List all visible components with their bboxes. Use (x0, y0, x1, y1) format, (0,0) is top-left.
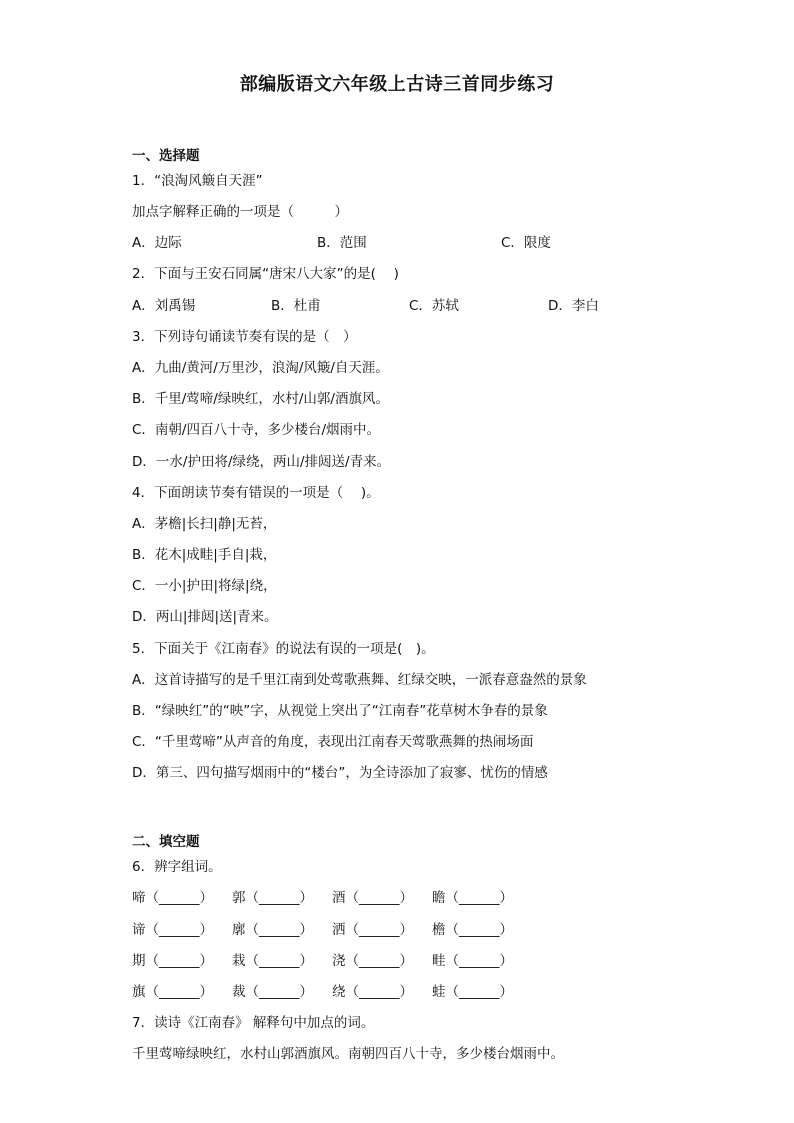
question-4-stem: 4．下面朗读节奏有错误的一项是（ )。 (132, 485, 380, 501)
question-4-option-c: C．一小|护田|将绿|绕， (132, 578, 277, 594)
question-5-option-b: B．“绿映红”的“映”字，从视觉上突出了“江南春”花草树木争春的景象 (132, 703, 548, 719)
question-2-stem: 2．下面与王安石同属“唐宋八大家”的是( ) (132, 266, 399, 282)
question-1-option-c: C．限度 (501, 235, 551, 251)
question-5-option-a: A．这首诗描写的是千里江南到处莺歌燕舞、红绿交映，一派春意盎然的景象 (132, 672, 587, 688)
question-3-stem: 3．下列诗句诵读节奏有误的是（ ） (132, 329, 357, 345)
section-heading-choice: 一、选择题 (132, 148, 200, 164)
word-item: 旗（______） (132, 984, 213, 1000)
question-7-stem: 7．读诗《江南春》 解释句中加点的词。 (132, 1015, 375, 1031)
question-2-option-b: B．杜甫 (271, 298, 321, 314)
word-item: 酒（______） (332, 890, 413, 906)
question-7-poem: 千里莺啼绿映红，水村山郭酒旗风。南朝四百八十寺，多少楼台烟雨中。 (132, 1046, 564, 1062)
word-item: 浇（______） (332, 953, 413, 969)
word-item: 谛（______） (132, 922, 213, 938)
question-1-option-b: B．范围 (317, 235, 367, 251)
page-title: 部编版语文六年级上古诗三首同步练习 (239, 74, 555, 95)
question-4-option-b: B．花木|成畦|手自|栽， (132, 547, 277, 563)
question-3-option-b: B．千里/莺啼/绿映红，水村/山郭/酒旗风。 (132, 391, 389, 407)
word-item: 廓（______） (232, 922, 313, 938)
question-1-stem: 1．“浪淘风簸自天涯” (132, 173, 263, 189)
word-item: 畦（______） (432, 953, 513, 969)
word-item: 期（______） (132, 953, 213, 969)
word-item: 绕（______） (332, 984, 413, 1000)
question-3-option-d: D．一水/护田将/绿绕，两山/排闼送/青来。 (132, 454, 391, 470)
word-item: 裁（______） (232, 984, 313, 1000)
question-5-option-c: C．“千里莺啼”从声音的角度，表现出江南春天莺歌燕舞的热闹场面 (132, 734, 534, 750)
question-5-option-d: D．第三、四句描写烟雨中的“楼台”，为全诗添加了寂寥、忧伤的情感 (132, 765, 548, 781)
question-4-option-a: A．茅檐|长扫|静|无苔， (132, 516, 277, 532)
word-item: 郭（______） (232, 890, 313, 906)
word-item: 蛙（______） (432, 984, 513, 1000)
question-6-stem: 6．辨字组词。 (132, 859, 222, 875)
question-5-stem: 5．下面关于《江南春》的说法有误的一项是( )。 (132, 641, 435, 657)
question-2-option-a: A．刘禹锡 (132, 298, 196, 314)
word-item: 洒（______） (332, 922, 413, 938)
question-3-option-c: C．南朝/四百八十寺，多少楼台/烟雨中。 (132, 422, 381, 438)
section-heading-fill: 二、填空题 (132, 834, 200, 850)
word-item: 啼（______） (132, 890, 213, 906)
word-item: 栽（______） (232, 953, 313, 969)
word-item: 瞻（______） (432, 890, 513, 906)
word-item: 檐（______） (432, 922, 513, 938)
question-1-option-a: A．边际 (132, 235, 182, 251)
question-2-option-c: C．苏轼 (409, 298, 459, 314)
question-3-option-a: A．九曲/黄河/万里沙，浪淘/风簸/自天涯。 (132, 360, 389, 376)
question-2-option-d: D．李白 (548, 298, 599, 314)
question-1-prompt: 加点字解释正确的一项是（ ） (132, 204, 348, 220)
question-4-option-d: D．两山|排闼|送|青来。 (132, 609, 278, 625)
